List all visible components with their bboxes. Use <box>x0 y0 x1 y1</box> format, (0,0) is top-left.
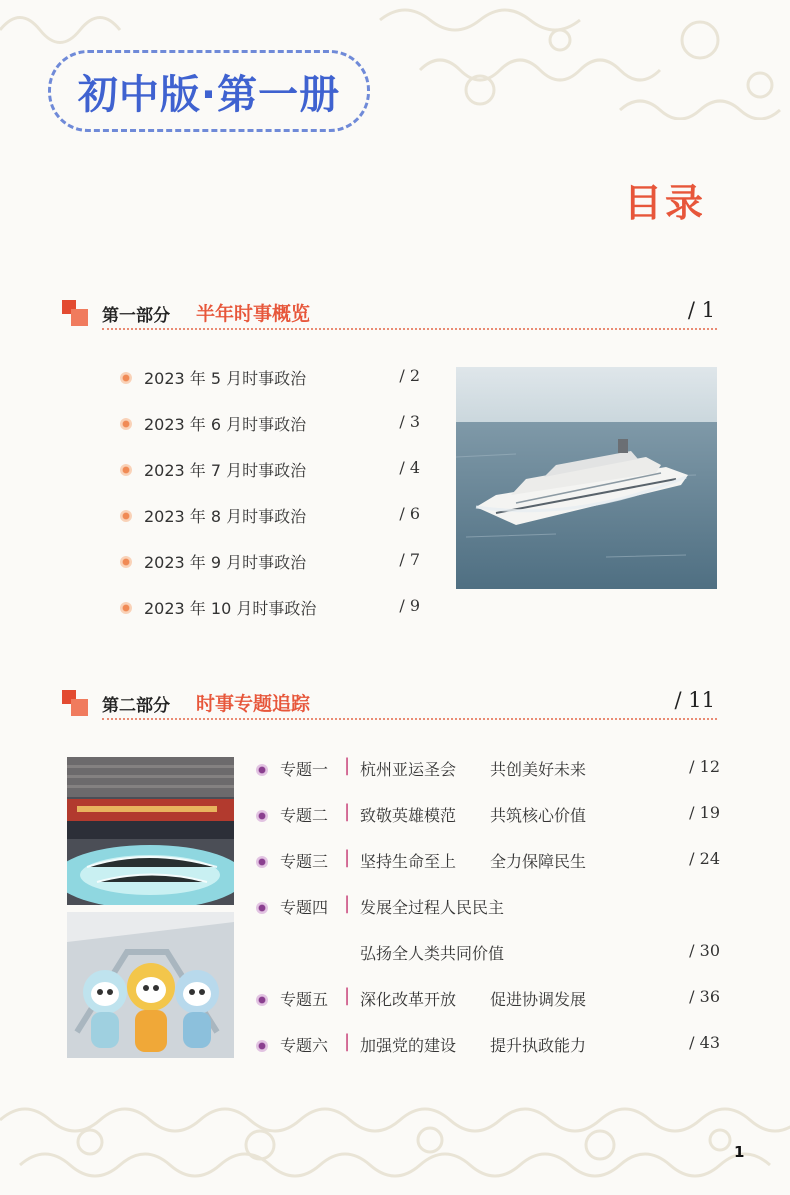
separator: | <box>344 1031 351 1052</box>
bullet-icon <box>256 994 268 1006</box>
toc-item-page: / 4 <box>399 458 420 477</box>
topic-6[interactable] <box>256 1033 720 1061</box>
topic-5[interactable] <box>256 987 720 1015</box>
topic-tag: 专题五 <box>280 990 329 1009</box>
toc-item-june[interactable] <box>120 412 420 438</box>
bullet-icon <box>256 856 268 868</box>
squares-icon <box>62 690 92 716</box>
topic-4[interactable] <box>256 895 720 923</box>
bullet-icon <box>256 764 268 776</box>
topic-subtitle: 共筑核心价值 <box>490 806 587 825</box>
part1-header[interactable] <box>62 298 717 332</box>
separator: | <box>344 847 351 868</box>
toc-item-label: 2023 年 5 月时事政治 <box>144 369 307 388</box>
toc-item-september[interactable] <box>120 550 420 576</box>
toc-item-label: 2023 年 10 月时事政治 <box>144 599 317 618</box>
topic-title-continuation: 弘扬全人类共同价值 <box>360 944 505 963</box>
toc-item-page: / 2 <box>399 366 420 385</box>
part2-page: / 11 <box>674 688 715 712</box>
topic-tag: 专题三 <box>280 852 329 871</box>
topic-title: 致敬英雄模范 <box>360 806 457 825</box>
topic-1[interactable] <box>256 757 720 785</box>
topic-subtitle: 促进协调发展 <box>490 990 587 1009</box>
toc-item-may[interactable] <box>120 366 420 392</box>
toc-item-page: / 6 <box>399 504 420 523</box>
topic-4-continuation[interactable] <box>360 941 720 969</box>
topic-3[interactable] <box>256 849 720 877</box>
topic-title: 发展全过程人民民主 <box>360 898 505 917</box>
mascots-photo <box>67 912 234 1058</box>
cloud-pattern-bottom <box>0 1090 790 1195</box>
bullet-icon <box>120 418 132 430</box>
bullet-icon <box>120 464 132 476</box>
toc-item-label: 2023 年 9 月时事政治 <box>144 553 307 572</box>
topic-title: 加强党的建设 <box>360 1036 457 1055</box>
separator: | <box>344 893 351 914</box>
toc-item-page: / 3 <box>399 412 420 431</box>
topic-title: 深化改革开放 <box>360 990 457 1009</box>
toc-item-august[interactable] <box>120 504 420 530</box>
cruise-ship-photo <box>456 367 717 589</box>
part1-label: 第一部分 <box>102 306 170 326</box>
toc-item-page: / 9 <box>399 596 420 615</box>
toc-item-july[interactable] <box>120 458 420 484</box>
topic-page: / 36 <box>689 987 720 1006</box>
bullet-icon <box>256 1040 268 1052</box>
edition-badge <box>48 50 370 132</box>
bullet-icon <box>120 510 132 522</box>
bullet-icon <box>120 372 132 384</box>
part2-name: 时事专题追踪 <box>196 693 311 715</box>
topic-tag: 专题二 <box>280 806 329 825</box>
part1-page: / 1 <box>687 298 715 322</box>
separator: | <box>344 755 351 776</box>
bullet-icon <box>120 602 132 614</box>
separator: | <box>344 801 351 822</box>
toc-item-label: 2023 年 8 月时事政治 <box>144 507 307 526</box>
asian-games-ceremony-photo <box>67 757 234 905</box>
topic-title: 坚持生命至上 <box>360 852 457 871</box>
topic-tag: 专题四 <box>280 898 329 917</box>
topic-tag: 专题六 <box>280 1036 329 1055</box>
topic-tag: 专题一 <box>280 760 329 779</box>
toc-item-label: 2023 年 7 月时事政治 <box>144 461 307 480</box>
toc-item-page: / 7 <box>399 550 420 569</box>
dotted-rule <box>102 718 717 720</box>
bullet-icon <box>256 810 268 822</box>
topic-page: / 12 <box>689 757 720 776</box>
toc-item-october[interactable] <box>120 596 420 622</box>
topic-page: / 43 <box>689 1033 720 1052</box>
bullet-icon <box>256 902 268 914</box>
toc-title: 目录 <box>624 181 707 225</box>
part2-label: 第二部分 <box>102 696 170 716</box>
topic-subtitle: 共创美好未来 <box>490 760 587 779</box>
part1-name: 半年时事概览 <box>196 303 311 325</box>
topic-subtitle: 全力保障民生 <box>490 852 587 871</box>
bullet-icon <box>120 556 132 568</box>
topic-subtitle: 提升执政能力 <box>490 1036 587 1055</box>
topic-page: / 30 <box>689 941 720 960</box>
topic-2[interactable] <box>256 803 720 831</box>
edition-label: 初中版·第一册 <box>77 71 341 118</box>
part2-header[interactable] <box>62 688 717 722</box>
topic-page: / 19 <box>689 803 720 822</box>
toc-item-label: 2023 年 6 月时事政治 <box>144 415 307 434</box>
page-number: 1 <box>734 1143 745 1161</box>
dotted-rule <box>102 328 717 330</box>
topic-page: / 24 <box>689 849 720 868</box>
squares-icon <box>62 300 92 326</box>
separator: | <box>344 985 351 1006</box>
topic-title: 杭州亚运圣会 <box>360 760 457 779</box>
